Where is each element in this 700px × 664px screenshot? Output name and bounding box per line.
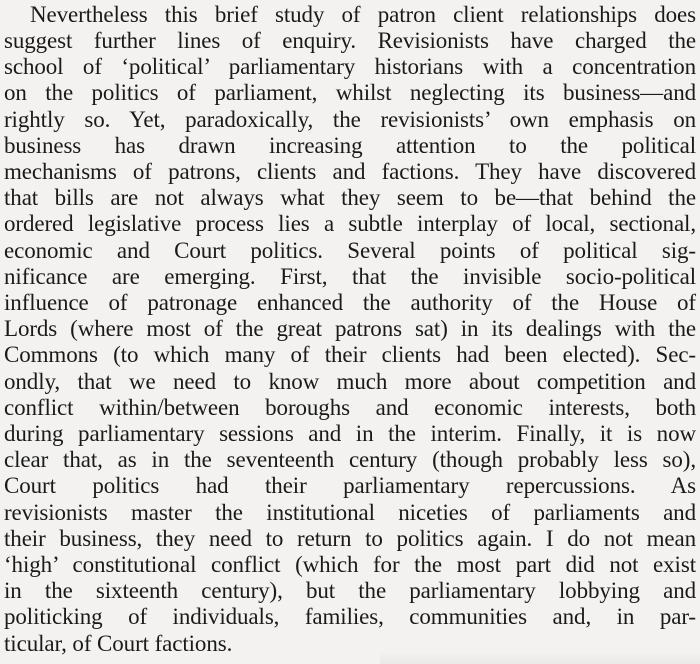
paragraph-line: revisionists master the institutional niceties of parliaments and: [4, 500, 696, 525]
paragraph-line: school of ‘political’ parliamentary historians with a concentration: [4, 54, 696, 79]
paragraph-line: suggest further lines of enquiry. Revisionists have charged the: [4, 28, 696, 53]
page-bottom-shadow: [380, 652, 700, 664]
paragraph-line: Court politics had their parliamentary repercussions. As: [4, 473, 696, 498]
paragraph-line: in the sixteenth century), but the parliamentary lobbying and: [4, 578, 696, 603]
paragraph-line: Nevertheless this brief study of patron client relationships does: [30, 2, 696, 27]
paragraph-line: ondly, that we need to know much more about competition and: [4, 369, 696, 394]
paragraph-line: rightly so. Yet, paradoxically, the revisionists’ own emphasis on: [4, 107, 696, 132]
paragraph-line: Lords (where most of the great patrons sat) in its dealings with the: [4, 316, 696, 341]
paragraph-line: that bills are not always what they seem to be—that behind the: [4, 185, 696, 210]
paragraph-line: economic and Court politics. Several points of political sig-: [4, 238, 696, 263]
paragraph-line: Commons (to which many of their clients had been elected). Sec-: [4, 342, 696, 367]
paragraph-line: ordered legislative process lies a subtle interplay of local, sectional,: [4, 211, 696, 236]
paragraph-line-last: ticular, of Court factions.: [4, 631, 233, 656]
paragraph-line: mechanisms of patrons, clients and factions. They have discovered: [4, 159, 696, 184]
paragraph-line: politicking of individuals, families, communities and, in par-: [4, 604, 696, 629]
paragraph-line: influence of patronage enhanced the authority of the House of: [4, 290, 696, 315]
document-page: [4, 0, 696, 664]
paragraph-line: on the politics of parliament, whilst neglecting its business—and: [4, 80, 696, 105]
paragraph-line: clear that, as in the seventeenth century (though probably less so),: [4, 447, 696, 472]
paragraph-line: nificance are emerging. First, that the invisible socio-political: [4, 264, 696, 289]
paragraph-line: ‘high’ constitutional conflict (which for the most part did not exist: [4, 552, 696, 577]
paragraph-line: during parliamentary sessions and in the interim. Finally, it is now: [4, 421, 696, 446]
paragraph-line: business has drawn increasing attention to the political: [4, 133, 696, 158]
paragraph-line: their business, they need to return to politics again. I do not mean: [4, 526, 696, 551]
paragraph-line: conflict within/between boroughs and economic interests, both: [4, 395, 696, 420]
